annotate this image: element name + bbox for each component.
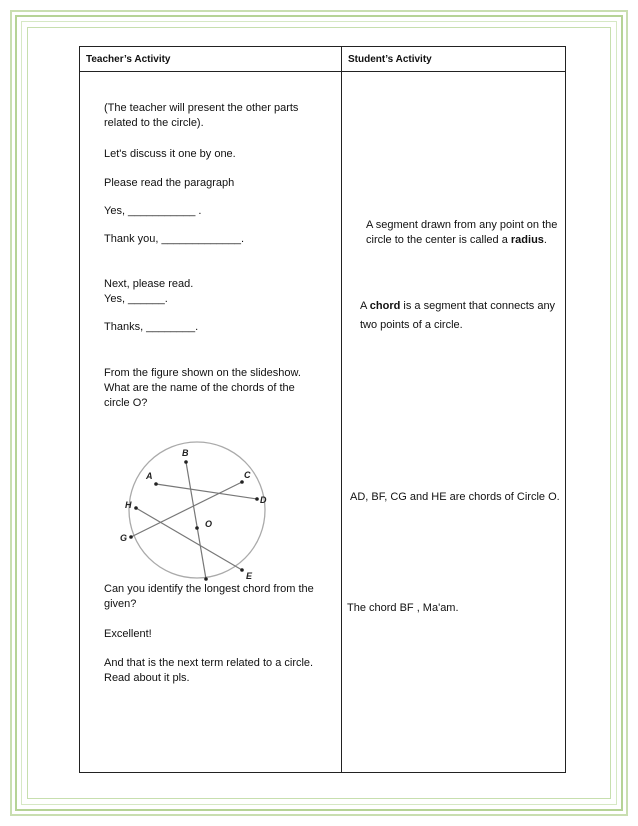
table-header-row (80, 47, 566, 72)
activity-table (79, 46, 566, 773)
segment-bf (186, 462, 206, 579)
segment-ad (156, 484, 257, 499)
point-a (154, 482, 158, 486)
radius-text: A segment drawn from any point on the circle to the center is called a (366, 219, 558, 246)
radius-term: radius (510, 234, 544, 246)
label-o: O (205, 519, 213, 529)
teacher-next-term: And that is the next term related to a circle. Read about it pls. (104, 657, 314, 684)
teacher-thanks-2: Thanks, ________. (104, 321, 199, 333)
teacher-question-longest: Can you identify the longest chord from the given? (104, 583, 314, 610)
teacher-discuss: Let's discuss it one by one. (104, 148, 236, 160)
teacher-thank-1: Thank you, _____________. (104, 233, 245, 245)
label-b: B (182, 448, 189, 458)
circle-outline (129, 442, 265, 578)
chord-text-post: is a segment that connects any two points of a circle. (360, 300, 556, 331)
point-h (134, 506, 138, 510)
label-d: D (260, 495, 267, 505)
chord-text-pre: A (360, 300, 370, 312)
student-activity-cell (342, 72, 566, 773)
teacher-question-chords: From the figure shown on the slideshow. What are the name of the chords of the circle O? (104, 367, 301, 409)
point-d (255, 497, 259, 501)
teacher-activity-cell (80, 72, 342, 773)
chord-term: chord (369, 300, 401, 312)
student-chord-answer (360, 297, 570, 335)
teacher-next: Next, please read. (104, 278, 194, 290)
label-g: G (120, 533, 128, 543)
point-o (195, 526, 199, 530)
point-f (204, 577, 208, 581)
teacher-activity-header: Teacher’s Activity (80, 47, 342, 72)
teacher-yes-2: Yes, ______. (104, 293, 168, 305)
label-e: E (246, 571, 253, 581)
point-c (240, 480, 244, 484)
student-longest-answer: The chord BF , Ma'am. (347, 602, 459, 614)
teacher-excellent: Excellent! (104, 628, 152, 640)
table-row (80, 72, 566, 773)
point-b (184, 460, 188, 464)
radius-period: . (543, 234, 547, 246)
label-h: H (125, 500, 132, 510)
point-g (129, 535, 133, 539)
label-a: A (146, 471, 153, 481)
label-c: C (244, 470, 251, 480)
student-activity-header: Student’s Activity (342, 47, 566, 72)
circle-figure-overlay (104, 424, 324, 584)
teacher-yes-1: Yes, ___________ . (104, 205, 202, 217)
teacher-read-paragraph: Please read the paragraph (104, 177, 235, 189)
teacher-intro: (The teacher will present the other parts related to the circle). (104, 102, 299, 129)
segment-cg (131, 482, 242, 537)
point-e (240, 568, 244, 572)
student-radius-answer (366, 218, 574, 248)
student-chords-answer: AD, BF, CG and HE are chords of Circle O. (350, 491, 560, 503)
